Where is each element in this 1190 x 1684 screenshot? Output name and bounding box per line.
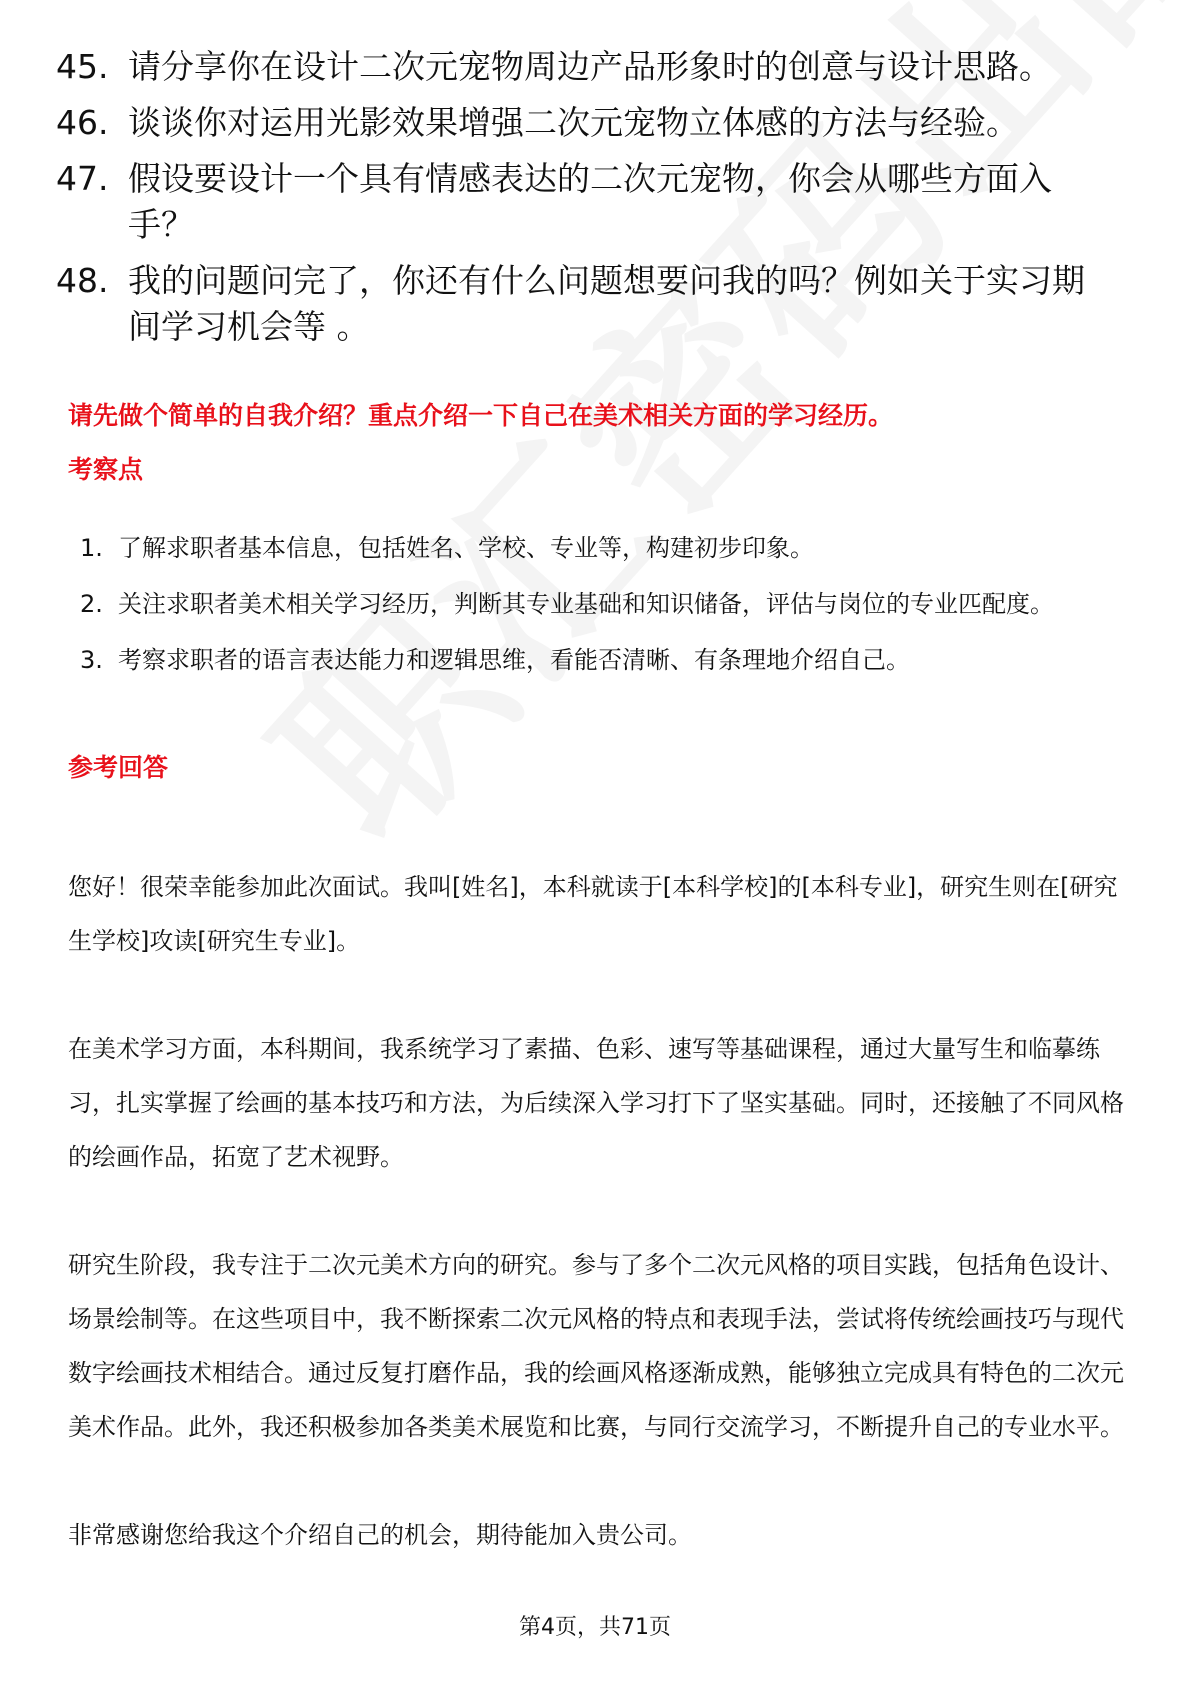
- point-text: 了解求职者基本信息，包括姓名、学校、专业等，构建初步印象。: [118, 534, 814, 562]
- question-text: 请分享你在设计二次元宠物周边产品形象时的创意与设计思路。: [128, 47, 1052, 86]
- list-item: [56, 44, 1116, 90]
- list-item: [80, 632, 1120, 688]
- answer-heading: 参考回答: [68, 753, 169, 782]
- question-text: 我的问题问完了，你还有什么问题想要问我的吗？例如关于实习期间学习机会等 。: [128, 261, 1085, 346]
- point-number: 2.: [80, 590, 103, 618]
- focus-heading: 考察点: [68, 455, 144, 484]
- answer-paragraph: 在美术学习方面，本科期间，我系统学习了素描、色彩、速写等基础课程，通过大量写生和临摹练习，扎实掌握了绘画的基本技巧和方法，为后续深入学习打下了坚实基础。同时，还接触了不同风格的绘画作品，拓宽了艺术视野。: [68, 1035, 1124, 1171]
- list-item: [56, 100, 1116, 146]
- list-item: [56, 258, 1116, 350]
- list-item: [80, 520, 1120, 576]
- main-question-heading: 请先做个简单的自我介绍？重点介绍一下自己在美术相关方面的学习经历。: [68, 401, 894, 430]
- answer-paragraph: 您好！很荣幸能参加此次面试。我叫[姓名]，本科就读于[本科学校]的[本科专业]，研究生则在[研究生学校]攻读[研究生专业]。: [68, 873, 1118, 955]
- list-item: [56, 156, 1116, 248]
- answer-body: [68, 860, 1128, 1616]
- question-text: 谈谈你对运用光影效果增强二次元宠物立体感的方法与经验。: [128, 103, 1019, 142]
- list-item: [80, 576, 1120, 632]
- point-text: 关注求职者美术相关学习经历，判断其专业基础和知识储备，评估与岗位的专业匹配度。: [118, 590, 1054, 618]
- focus-points-list: [80, 520, 1120, 688]
- point-number: 3.: [80, 646, 103, 674]
- question-number: 45.: [56, 47, 109, 86]
- question-number: 46.: [56, 103, 109, 142]
- answer-paragraph: 研究生阶段，我专注于二次元美术方向的研究。参与了多个二次元风格的项目实践，包括角色设计、场景绘制等。在这些项目中，我不断探索二次元风格的特点和表现手法，尝试将传统绘画技巧与现代数字绘画技术相结合。通过反复打磨作品，我的绘画风格逐渐成熟，能够独立完成具有特色的二次元美术作品。此外，我还积极参加各类美术展览和比赛，与同行交流学习，不断提升自己的专业水平。: [68, 1251, 1124, 1441]
- question-number: 48.: [56, 261, 109, 300]
- answer-paragraph: 非常感谢您给我这个介绍自己的机会，期待能加入贵公司。: [68, 1521, 692, 1549]
- question-list: [56, 44, 1116, 360]
- question-text: 假设要设计一个具有情感表达的二次元宠物，你会从哪些方面入手？: [128, 159, 1052, 244]
- point-text: 考察求职者的语言表达能力和逻辑思维，看能否清晰、有条理地介绍自己。: [118, 646, 910, 674]
- page-footer: 第4页，共71页: [519, 1615, 671, 1640]
- point-number: 1.: [80, 534, 103, 562]
- question-number: 47.: [56, 159, 109, 198]
